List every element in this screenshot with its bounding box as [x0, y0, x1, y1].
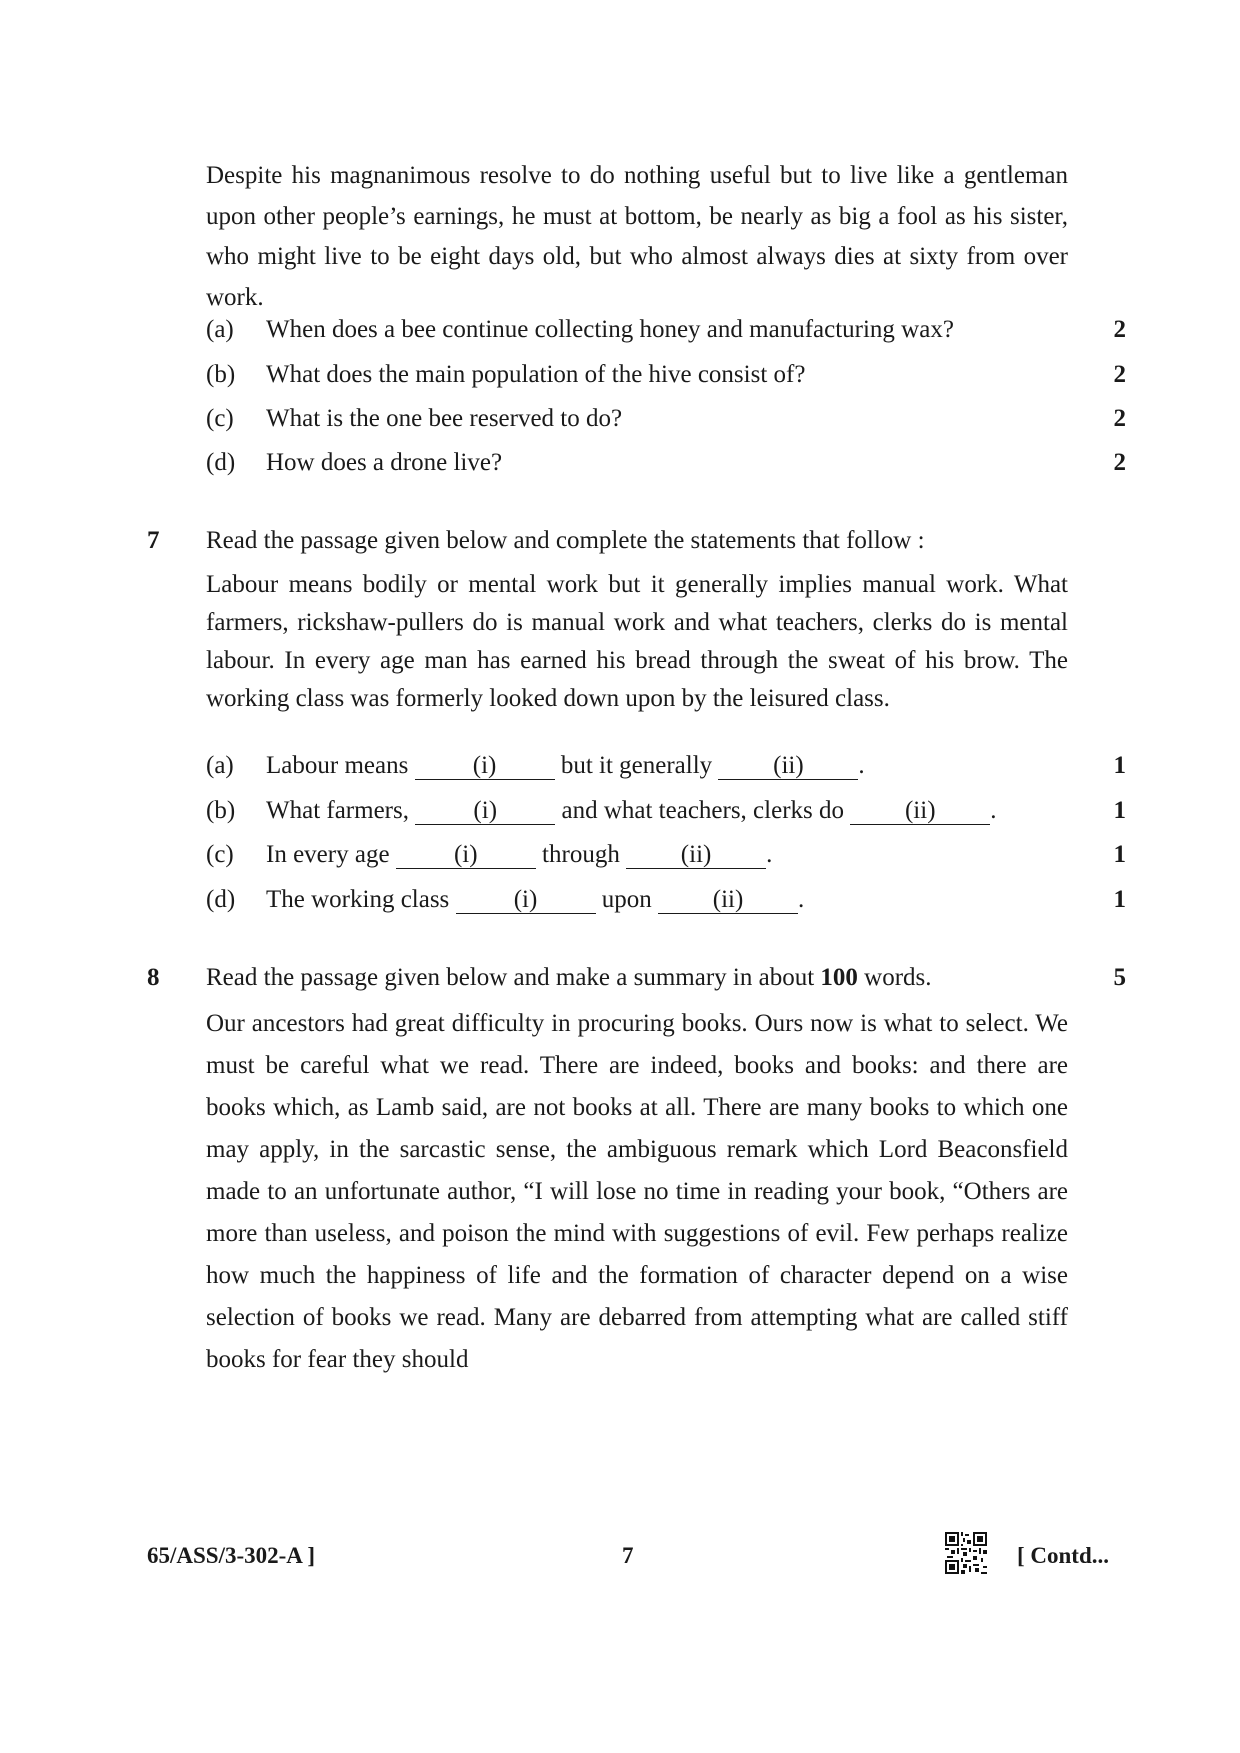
qr-code-icon: [945, 1532, 987, 1574]
q7-sub-text: What farmers,: [266, 797, 409, 824]
q6-sub-d-marks: 2: [1113, 449, 1126, 476]
q6-sub-label: (b): [206, 361, 236, 388]
q8-instruction-pre: Read the passage given below and make a summary in about: [206, 964, 815, 991]
q8-passage: Our ancestors had great difficulty in procuring books. Ours now is what to select. We must be careful what we read. There are indeed, books and books: and there are books which, as Lamb said, are not books at all. There are many books to which one may apply, in the sarcastic sense, the ambiguous remark which Lord Beaconsfield made to an unfortunate author, “I will lose no time in reading your book, “Others are more than useless, and poison the mind with suggestions of evil. Few perhaps realize how much the happiness of life and the formation of character depend on a wise selection of books we read. Many are debarred from attempting what are called stiff books for fear they should: [206, 1010, 1068, 1373]
q7-sub-text: .: [858, 752, 865, 779]
q7-sub-text: .: [990, 797, 997, 824]
q7-sub-text: The working class: [266, 886, 450, 913]
q6-sub-a-marks: 2: [1113, 316, 1126, 343]
q8-instruction: [206, 958, 932, 998]
q7-sub-d: [206, 880, 1126, 920]
fill-in-blank: (i): [415, 798, 555, 825]
q6-sub-a: [206, 310, 1126, 350]
q6-sub-b: [206, 355, 1126, 395]
q7-sub-text: .: [798, 886, 805, 913]
q6-sub-b-marks: 2: [1113, 361, 1126, 388]
q7-sub-c: [206, 835, 1126, 875]
q6-sub-text: When does a bee continue collecting honey and manufacturing wax?: [266, 316, 954, 343]
q6-sub-text: How does a drone live?: [266, 449, 503, 476]
q7-sub-text: Labour means: [266, 752, 409, 779]
q6-sub-label: (d): [206, 449, 236, 476]
q7-sub-a: [206, 746, 1126, 786]
q6-sub-label: (c): [206, 405, 234, 432]
q7-sub-text: .: [766, 841, 773, 868]
q7-sub-label: (b): [206, 797, 236, 824]
paper-code: 65/ASS/3-302-A ]: [147, 1543, 316, 1568]
q6-sub-c: [206, 399, 1126, 439]
q7-sub-a-marks: 1: [1113, 752, 1126, 779]
page-number: 7: [622, 1543, 634, 1568]
q7-sub-text: and what teachers, clerks do: [561, 797, 845, 824]
q6-sub-label: (a): [206, 316, 234, 343]
continued-label: [ Contd...: [1017, 1543, 1110, 1568]
q7-sub-label: (d): [206, 886, 236, 913]
q7-sub-text: through: [542, 841, 620, 868]
q7-sub-text: upon: [601, 886, 652, 913]
q7-sub-d-marks: 1: [1113, 886, 1126, 913]
q7-sub-c-marks: 1: [1113, 841, 1126, 868]
fill-in-blank: (ii): [658, 887, 798, 914]
q7-number: 7: [147, 527, 160, 554]
q7-sub-b: [206, 791, 1126, 831]
q8-number: 8: [147, 964, 160, 991]
q7-instruction: Read the passage given below and complete the statements that follow :: [206, 527, 925, 554]
q6-sub-c-marks: 2: [1113, 405, 1126, 432]
fill-in-blank: (i): [415, 753, 555, 780]
q8-word-count: 100: [820, 964, 858, 991]
q7-passage: Labour means bodily or mental work but it generally implies manual work. What farmers, rickshaw-pullers do is manual work and what teachers, clerks do is mental labour. In every age man has earned his bread through the sweat of his brow. The working class was formerly looked down upon by the leisured class.: [206, 571, 1068, 712]
fill-in-blank: (ii): [850, 798, 990, 825]
fill-in-blank: (ii): [626, 842, 766, 869]
q7-sub-text: In every age: [266, 841, 390, 868]
fill-in-blank: (ii): [718, 753, 858, 780]
q7-sub-b-marks: 1: [1113, 797, 1126, 824]
q8-marks: 5: [1113, 964, 1126, 991]
fill-in-blank: (i): [456, 887, 596, 914]
q6-sub-text: What does the main population of the hive consist of?: [266, 361, 806, 388]
q8-instruction-post: words.: [864, 964, 932, 991]
fill-in-blank: (i): [396, 842, 536, 869]
q6-sub-d: [206, 443, 1126, 483]
q6-passage-continued: Despite his magnanimous resolve to do nothing useful but to live like a gentleman upon other people’s earnings, he must at bottom, be nearly as big a fool as his sister, who might live to be eight days old, but who almost always dies at sixty from over work.: [206, 162, 1068, 311]
q7-sub-text: but it generally: [560, 752, 713, 779]
q6-sub-text: What is the one bee reserved to do?: [266, 405, 623, 432]
q7-sub-label: (c): [206, 841, 234, 868]
q7-sub-label: (a): [206, 752, 234, 779]
